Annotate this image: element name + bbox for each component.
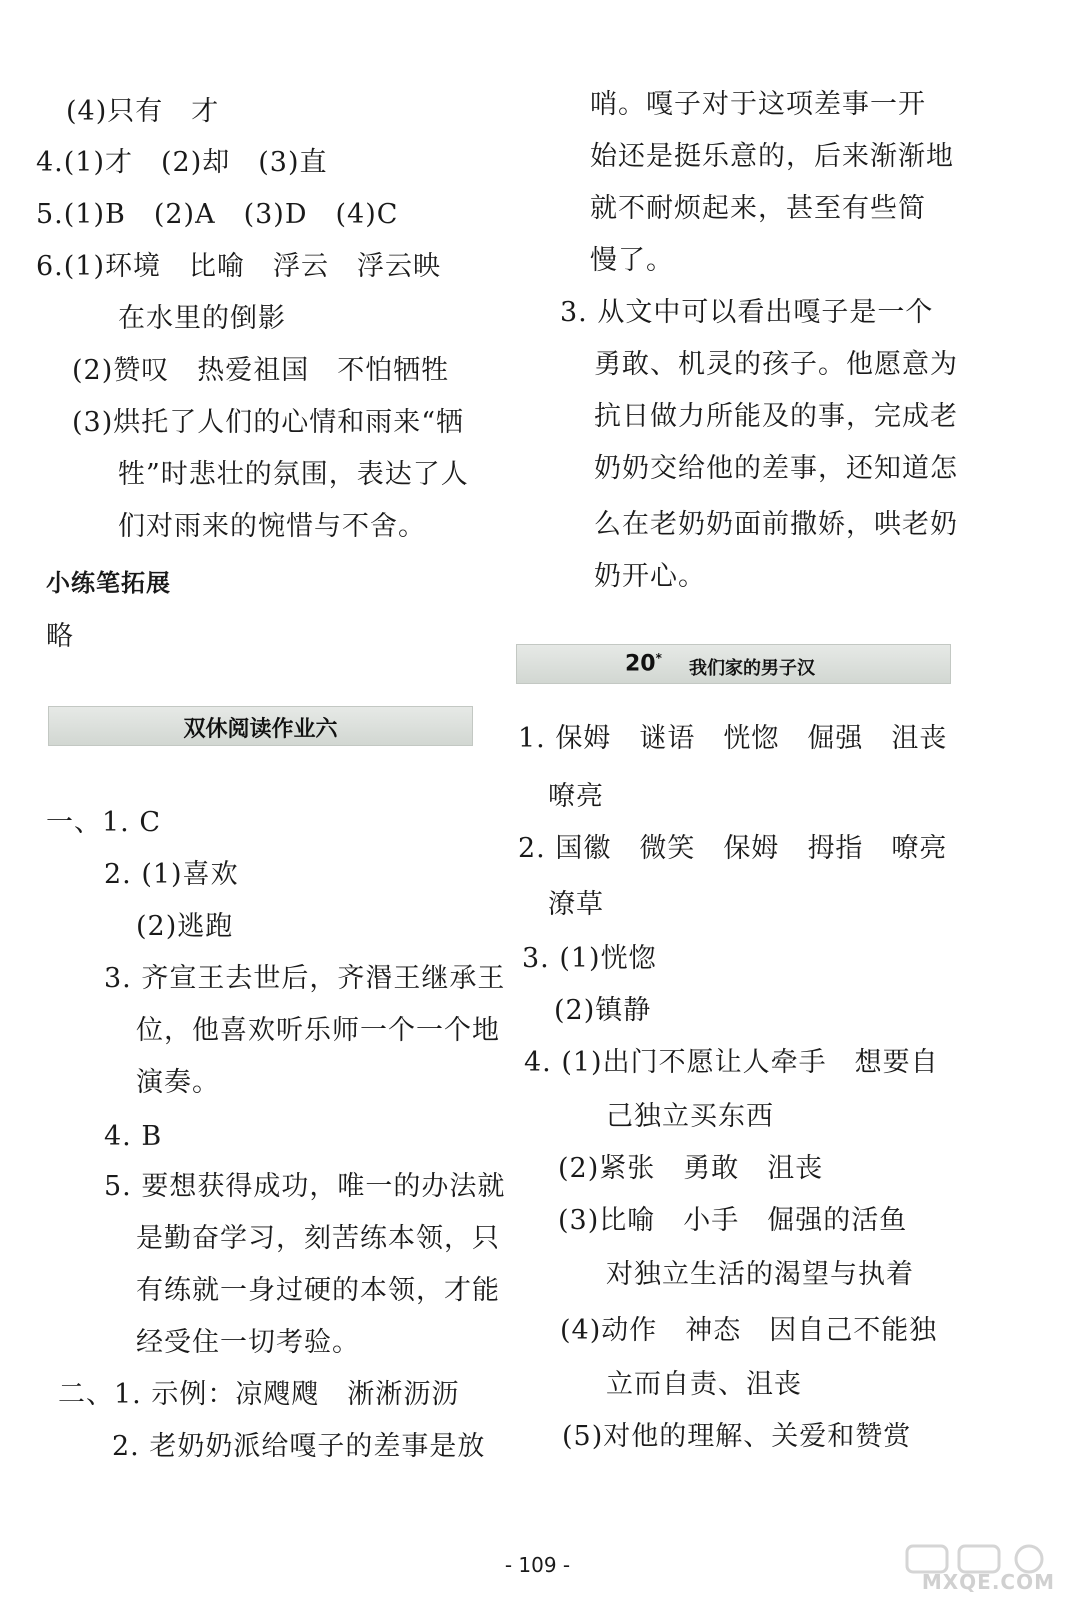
answer-line: (2)紧张 勇敢 沮丧: [558, 1153, 824, 1184]
answer-line: (2)镇静: [554, 995, 652, 1026]
answer-line: 1. 保姆 谜语 恍惚 倔强 沮丧: [518, 723, 948, 754]
answer-line: 始还是挺乐意的，后来渐渐地: [590, 141, 954, 172]
answer-line: 演奏。: [136, 1067, 220, 1098]
answer-line: 经受住一切考验。: [136, 1327, 360, 1358]
answer-line: 3. (1)恍惚: [522, 943, 657, 974]
section-banner: [48, 706, 473, 746]
answer-line: 们对雨来的惋惜与不舍。: [118, 511, 426, 542]
answer-line: (3)比喻 小手 倔强的活鱼: [558, 1205, 908, 1236]
lesson-number: 20*: [625, 651, 662, 677]
answer-line: 牲”时悲壮的氛围，表达了人: [118, 459, 469, 490]
answer-line: 勇敢、机灵的孩子。他愿意为: [594, 349, 958, 380]
answer-line: 5. 要想获得成功，唯一的办法就: [104, 1171, 506, 1202]
answer-line: 位，他喜欢听乐师一个一个地: [136, 1015, 500, 1046]
lesson-banner: [516, 644, 951, 684]
answer-line: 2. (1)喜欢: [104, 859, 239, 890]
answer-line: 4. (1)出门不愿让人牵手 想要自: [524, 1047, 939, 1078]
watermark-logo: [905, 1544, 1055, 1594]
answer-line: 奶开心。: [594, 561, 706, 592]
banner-title: 双休阅读作业六: [183, 717, 338, 742]
answer-line: 立而自责、沮丧: [606, 1369, 802, 1400]
answer-line: 4. B: [104, 1121, 163, 1152]
section-answer: 略: [46, 621, 74, 652]
answer-line: 么在老奶奶面前撒娇，哄老奶: [594, 509, 958, 540]
answer-line: 有练就一身过硬的本领，才能: [136, 1275, 500, 1306]
section-heading: 小练笔拓展: [46, 569, 171, 597]
answer-line: 3. 从文中可以看出嘎子是一个: [560, 297, 934, 328]
answer-line: 哨。嘎子对于这项差事一开: [590, 89, 926, 120]
answer-line: (4)动作 神态 因自己不能独: [560, 1315, 938, 1346]
answer-line: 慢了。: [590, 245, 674, 276]
answer-line: 6.(1)环境 比喻 浮云 浮云映: [36, 251, 442, 282]
answer-line: 3. 齐宣王去世后，齐湣王继承王: [104, 963, 506, 994]
answer-line: 奶奶交给他的差事，还知道怎: [594, 453, 958, 484]
answer-line: 2. 老奶奶派给嘎子的差事是放: [112, 1431, 486, 1462]
answer-line: (2)赞叹 热爱祖国 不怕牺牲: [72, 355, 450, 386]
answer-line: 己独立买东西: [606, 1101, 774, 1132]
answer-line: 一、1. C: [46, 807, 162, 838]
answer-line: (5)对他的理解、关爱和赞赏: [562, 1421, 912, 1452]
answer-line: 嘹亮: [548, 781, 604, 812]
answer-line: 在水里的倒影: [118, 303, 286, 334]
answer-line: 2. 国徽 微笑 保姆 拇指 嘹亮: [518, 833, 948, 864]
answer-line: 潦草: [548, 889, 604, 920]
answer-line: (2)逃跑: [136, 911, 234, 942]
answer-line: 二、1. 示例：凉飕飕 淅淅沥沥: [58, 1379, 460, 1410]
answer-line: (3)烘托了人们的心情和雨来“牺: [72, 407, 465, 438]
answer-line: 抗日做力所能及的事，完成老: [594, 401, 958, 432]
watermark-text: MXQE.COM: [921, 1570, 1055, 1594]
answer-line: 对独立生活的渴望与执着: [606, 1259, 914, 1290]
answer-line: 4.(1)才 (2)却 (3)直: [36, 147, 328, 178]
answer-line: 是勤奋学习，刻苦练本领，只: [136, 1223, 500, 1254]
answer-line: 5.(1)B (2)A (3)D (4)C: [36, 199, 399, 230]
answer-line: 就不耐烦起来，甚至有些简: [590, 193, 926, 224]
answer-line: (4)只有 才: [66, 96, 220, 127]
lesson-title: 我们家的男子汉: [689, 658, 815, 679]
page-number: - 109 -: [504, 1553, 571, 1577]
